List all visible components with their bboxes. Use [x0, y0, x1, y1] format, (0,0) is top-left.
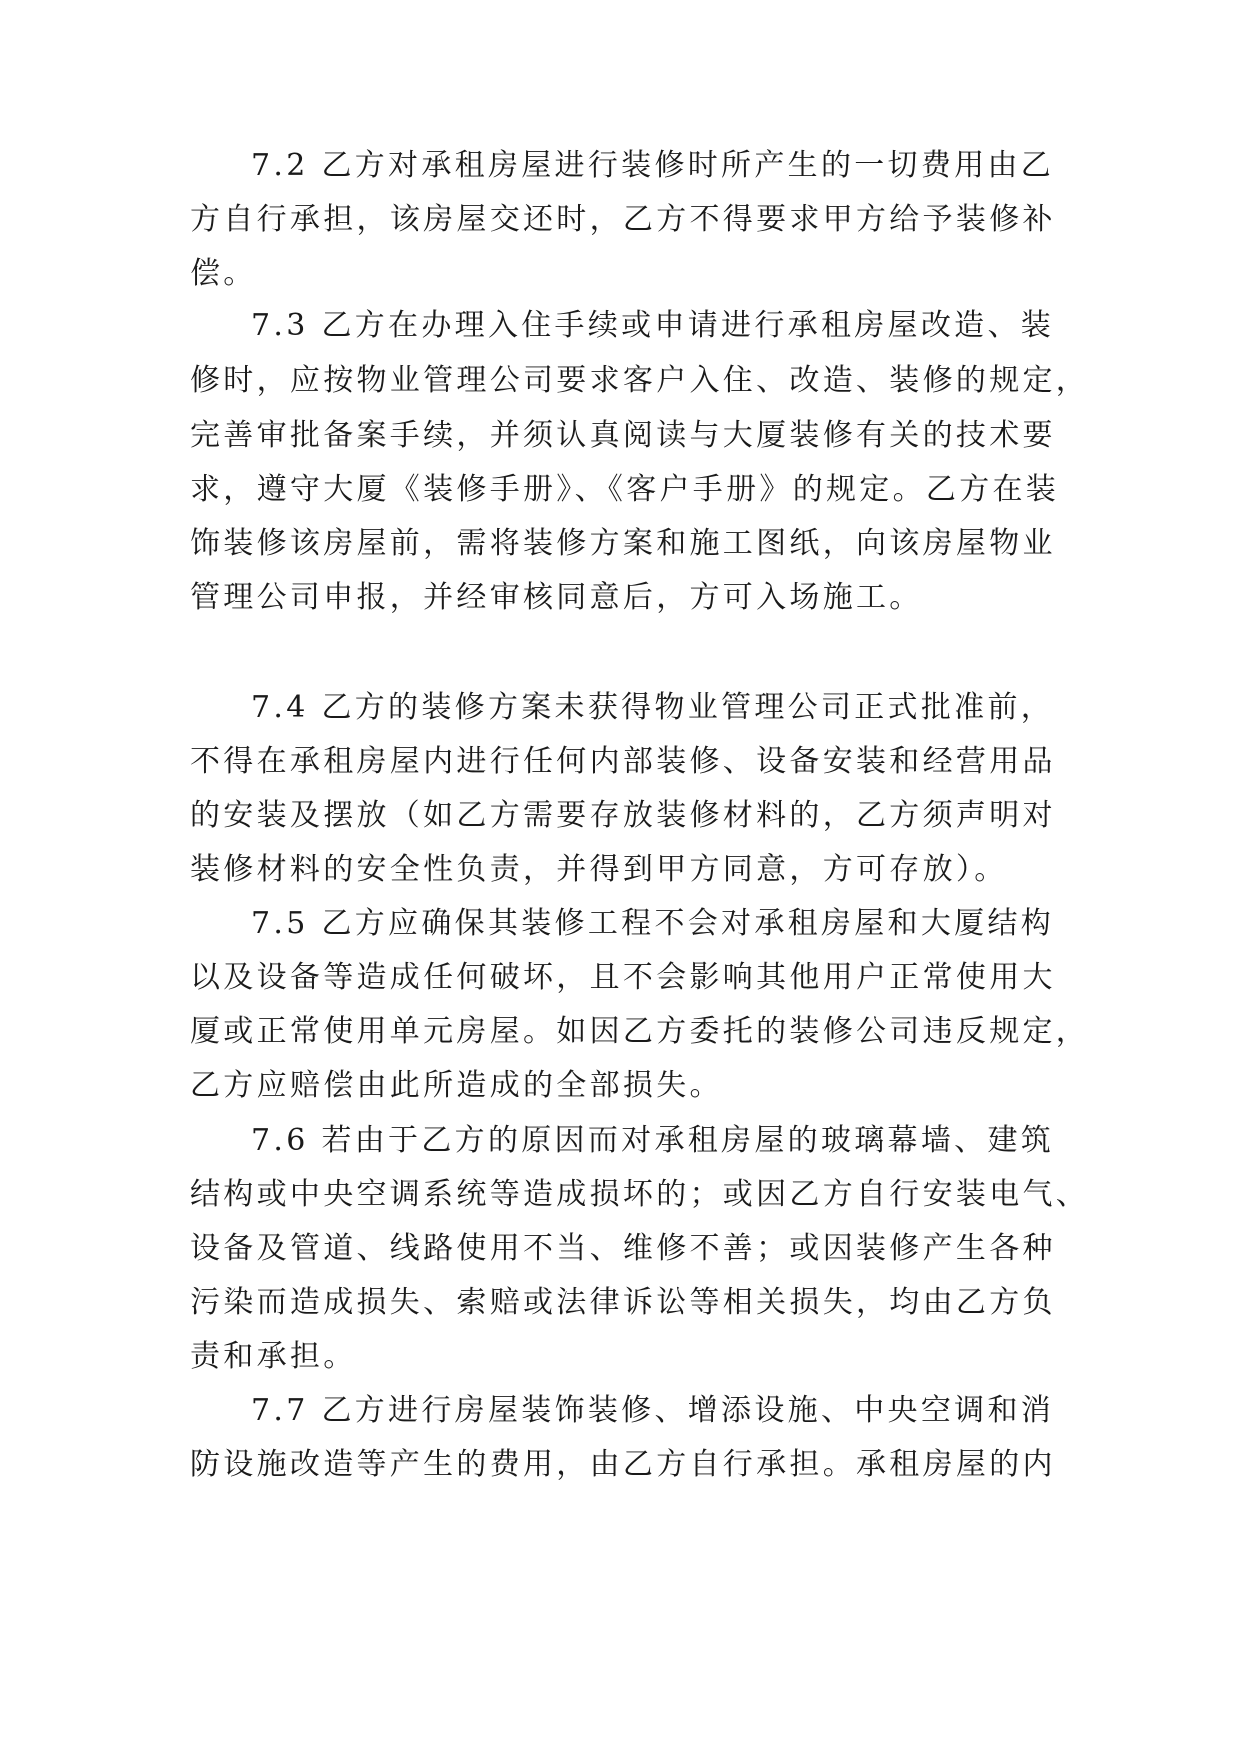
text-line: 乙方应赔偿由此所造成的全部损失。	[190, 1068, 723, 1103]
text-line: 7.7 乙方进行房屋装饰装修、增添设施、中央空调和消	[251, 1393, 1055, 1428]
text-line: 7.3 乙方在办理入住手续或申请进行承租房屋改造、装	[251, 308, 1055, 343]
text-line: 7.2 乙方对承租房屋进行装修时所产生的一切费用由乙	[251, 148, 1055, 183]
text-line: 结构或中央空调系统等造成损坏的；或因乙方自行安装电气、	[190, 1177, 1090, 1212]
text-line: 以及设备等造成任何破坏，且不会影响其他用户正常使用大	[190, 960, 1056, 995]
text-line: 7.5 乙方应确保其装修工程不会对承租房屋和大厦结构	[251, 906, 1055, 941]
text-line: 修时，应按物业管理公司要求客户入住、改造、装修的规定，	[190, 363, 1090, 398]
text-line: 饰装修该房屋前，需将装修方案和施工图纸，向该房屋物业	[190, 526, 1056, 561]
text-line: 偿。	[190, 256, 257, 291]
text-line: 求，遵守大厦《装修手册》、《客户手册》的规定。乙方在装	[190, 472, 1060, 507]
text-line: 污染而造成损失、索赔或法律诉讼等相关损失，均由乙方负	[190, 1285, 1056, 1320]
text-line: 设备及管道、线路使用不当、维修不善；或因装修产生各种	[190, 1231, 1056, 1266]
text-line: 完善审批备案手续，并须认真阅读与大厦装修有关的技术要	[190, 418, 1056, 453]
text-line: 管理公司申报，并经审核同意后，方可入场施工。	[190, 580, 923, 615]
text-line: 7.4 乙方的装修方案未获得物业管理公司正式批准前，	[251, 690, 1055, 725]
text-line: 装修材料的安全性负责，并得到甲方同意，方可存放）。	[190, 852, 1008, 887]
text-line: 7.6 若由于乙方的原因而对承租房屋的玻璃幕墙、建筑	[251, 1123, 1055, 1158]
text-line: 厦或正常使用单元房屋。如因乙方委托的装修公司违反规定，	[190, 1014, 1090, 1049]
text-line: 不得在承租房屋内进行任何内部装修、设备安装和经营用品	[190, 744, 1056, 779]
text-line: 的安装及摆放（如乙方需要存放装修材料的，乙方须声明对	[190, 798, 1056, 833]
text-line: 方自行承担，该房屋交还时，乙方不得要求甲方给予装修补	[190, 202, 1056, 237]
text-line: 责和承担。	[190, 1339, 357, 1374]
text-line: 防设施改造等产生的费用，由乙方自行承担。承租房屋的内	[190, 1447, 1056, 1482]
